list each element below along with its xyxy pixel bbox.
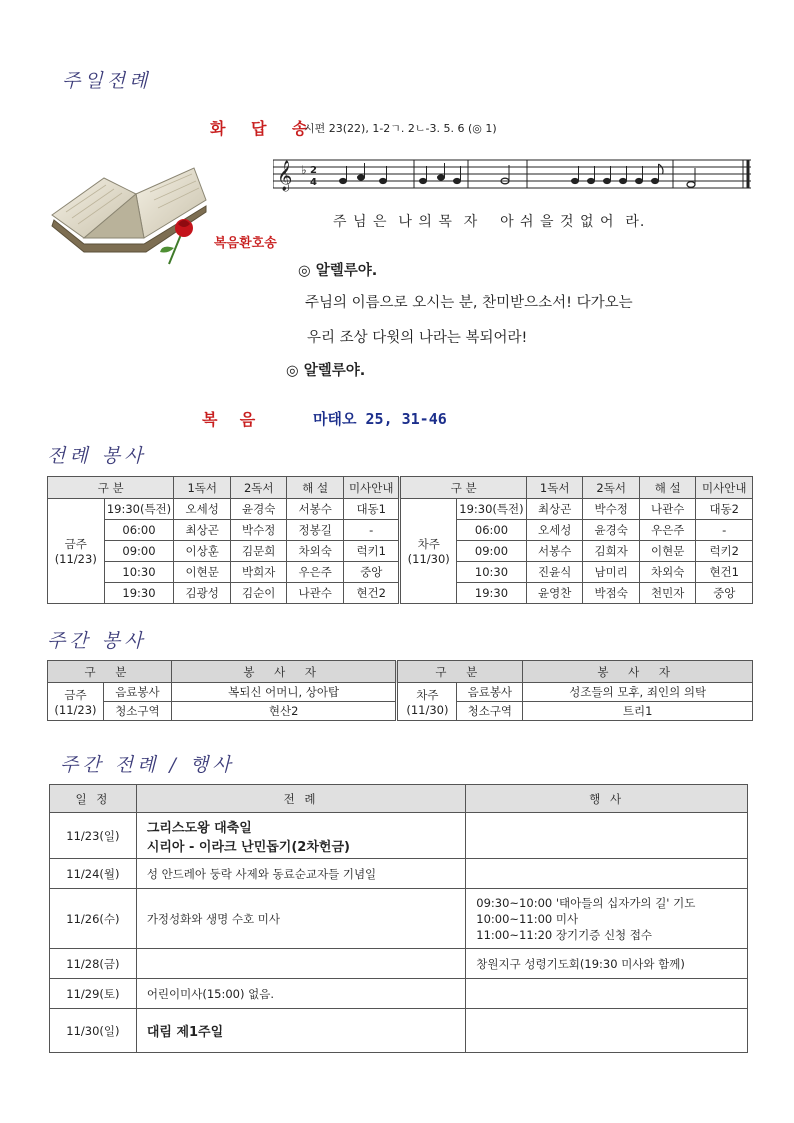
service-volunteers: 트리1 [523,702,753,721]
mass-time: 19:30 [104,583,174,604]
week-label: 금주 [64,537,87,551]
header-mass-guide: 미사안내 [696,477,753,499]
liturgy-line: 가정성화와 생명 수호 미사 [146,911,280,926]
event-line: 09:30~10:00 '태아들의 십자가의 길' 기도 [476,895,696,910]
table-cell: - [343,520,400,541]
schedule-row [50,889,748,949]
schedule-liturgy [136,889,465,949]
schedule-date: 11/28(금) [50,949,137,979]
acclamation-line-1: ◎ 알렐루야. [298,263,378,279]
mass-time: 10:30 [456,562,526,583]
week-label-cell [48,499,105,604]
table-cell: 윤경숙 [583,520,640,541]
gospel-reference: 마태오 25, 31-46 [313,410,447,428]
service-volunteers: 복되신 어머니, 상아탑 [171,683,397,702]
service-volunteers: 현산2 [171,702,397,721]
table-cell: 오세성 [174,499,231,520]
schedule-liturgy [136,1009,465,1053]
schedule-row [50,1009,748,1053]
header-division: 구 분 [48,477,174,499]
table-cell: 서봉수 [526,541,583,562]
event-line: 10:00~11:00 미사 [476,911,579,926]
table-row [48,499,753,520]
table-cell: 이현문 [174,562,231,583]
table-cell: 박수정 [583,499,640,520]
week-label-cell [48,683,104,721]
table-cell: 럭키1 [343,541,400,562]
schedule-event [466,889,748,949]
table-cell: 차외숙 [287,541,344,562]
service-type: 청소구역 [457,702,523,721]
header-liturgy: 전 례 [136,785,465,813]
svg-text:♭: ♭ [301,163,307,177]
header-events: 행 사 [466,785,748,813]
event-line: 11:00~11:20 장기기증 신청 접수 [476,927,653,942]
psalm-lyrics: 주 님 은 나 의 목 자 아 쉬 을 것 없 어 라. [333,214,646,230]
mass-time: 06:00 [456,520,526,541]
table-cell: 차외숙 [639,562,696,583]
table-cell: 최상곤 [174,520,231,541]
acclamation-line-4: ◎ 알렐루야. [286,363,366,379]
table-cell: 우은주 [639,520,696,541]
table-cell: 김광성 [174,583,231,604]
mass-time: 10:30 [104,562,174,583]
header-volunteers: 봉 사 자 [523,661,753,683]
week-date: (11/23) [54,552,97,566]
weekly-service-table [47,660,753,721]
table-cell: 서봉수 [287,499,344,520]
music-staff [273,152,753,210]
liturgy-line: 대림 제1주일 [146,1025,224,1040]
week-label-cell [400,499,457,604]
liturgy-line: 그리스도왕 대축일 [146,820,252,836]
table-cell: 중앙 [696,583,753,604]
liturgy-line: 어린이미사(15:00) 없음. [146,986,274,1001]
header-reading-1: 1독서 [526,477,583,499]
table-cell: 중앙 [343,562,400,583]
table-cell: 나관수 [639,499,696,520]
week-date: (11/30) [407,552,450,566]
header-reading-2: 2독서 [230,477,287,499]
table-cell: 김순이 [230,583,287,604]
page-title: 주일전례 [62,70,152,92]
week-date: (11/23) [54,702,97,717]
weekly-service-title: 주간 봉사 [47,630,147,652]
header-division: 구 분 [400,477,526,499]
table-cell: 현건1 [696,562,753,583]
header-commentary: 해 설 [287,477,344,499]
schedule-row [50,979,748,1009]
mass-time: 19:30(특전) [456,499,526,520]
table-cell: 럭키2 [696,541,753,562]
table-cell: 정봉길 [287,520,344,541]
table-cell: 우은주 [287,562,344,583]
header-division: 구 분 [48,661,172,683]
table-cell: 남미리 [583,562,640,583]
schedule-date: 11/24(월) [50,859,137,889]
table-cell: 대동1 [343,499,400,520]
table-cell: 박점숙 [583,583,640,604]
schedule-liturgy [136,979,465,1009]
weekly-schedule-table [49,784,748,1053]
schedule-row [50,813,748,859]
table-cell: 김문희 [230,541,287,562]
liturgy-service-title: 전례 봉사 [47,445,147,467]
table-cell: 최상곤 [526,499,583,520]
gospel-label: 복 음 [202,410,256,429]
acclamation-line-3: 우리 조상 다윗의 나라는 복되어라! [307,330,528,346]
mass-time: 09:00 [456,541,526,562]
header-date: 일 정 [50,785,137,813]
bible-rose-illustration [44,160,214,270]
header-reading-2: 2독서 [583,477,640,499]
table-cell: 나관수 [287,583,344,604]
svg-text:𝄞: 𝄞 [277,161,293,191]
table-cell: 대동2 [696,499,753,520]
schedule-date: 11/23(일) [50,813,137,859]
table-cell: 이현문 [639,541,696,562]
header-commentary: 해 설 [639,477,696,499]
schedule-row [50,859,748,889]
table-cell: 천민자 [639,583,696,604]
table-cell: 박희자 [230,562,287,583]
week-label: 차주 [417,537,440,551]
table-row [48,683,753,702]
schedule-event [466,1009,748,1053]
schedule-date: 11/26(수) [50,889,137,949]
schedule-event [466,949,748,979]
schedule-liturgy [136,949,465,979]
schedule-liturgy [136,813,465,859]
liturgy-service-table [47,476,753,604]
table-cell: 오세성 [526,520,583,541]
liturgy-line: 시리아 - 이라크 난민돕기(2차헌금) [146,839,350,855]
service-type: 청소구역 [103,702,171,721]
mass-time: 09:00 [104,541,174,562]
header-volunteers: 봉 사 자 [171,661,397,683]
service-volunteers: 성조들의 모후, 죄인의 의탁 [523,683,753,702]
schedule-event [466,813,748,859]
mass-time: 19:30 [456,583,526,604]
table-cell: 현건2 [343,583,400,604]
schedule-date: 11/30(일) [50,1009,137,1053]
acclamation-label: 복음환호송 [214,236,277,251]
table-cell: 윤영찬 [526,583,583,604]
liturgy-line: 성 안드레아 둥락 사제와 동료순교자들 기념일 [146,866,377,881]
weekly-schedule-title: 주간 전례 / 행사 [60,754,235,776]
table-cell: 박수정 [230,520,287,541]
acclamation-line-2: 주님의 이름으로 오시는 분, 찬미받으소서! 다가오는 [305,295,633,311]
week-label-cell [397,683,457,721]
week-label: 차주 [416,687,439,702]
responsorial-reference: 시편 23(22), 1-2ㄱ. 2ㄴ-3. 5. 6 (◎ 1) [304,122,497,135]
service-type: 음료봉사 [103,683,171,702]
week-label: 금주 [64,687,87,702]
svg-text:2: 2 [310,165,317,176]
header-division: 구 분 [397,661,523,683]
event-line: 창원지구 성령기도회(19:30 미사와 함께) [476,956,685,971]
schedule-date: 11/29(토) [50,979,137,1009]
responsorial-label: 화 답 송 [210,119,318,138]
svg-text:4: 4 [310,177,317,188]
schedule-event [466,859,748,889]
header-reading-1: 1독서 [174,477,231,499]
service-type: 음료봉사 [457,683,523,702]
mass-time: 06:00 [104,520,174,541]
table-cell: - [696,520,753,541]
table-cell: 윤경숙 [230,499,287,520]
week-date: (11/30) [406,702,449,717]
table-cell: 진윤식 [526,562,583,583]
mass-time: 19:30(특전) [104,499,174,520]
table-cell: 이상훈 [174,541,231,562]
header-mass-guide: 미사안내 [343,477,400,499]
schedule-event [466,979,748,1009]
schedule-row [50,949,748,979]
table-cell: 김희자 [583,541,640,562]
schedule-liturgy [136,859,465,889]
